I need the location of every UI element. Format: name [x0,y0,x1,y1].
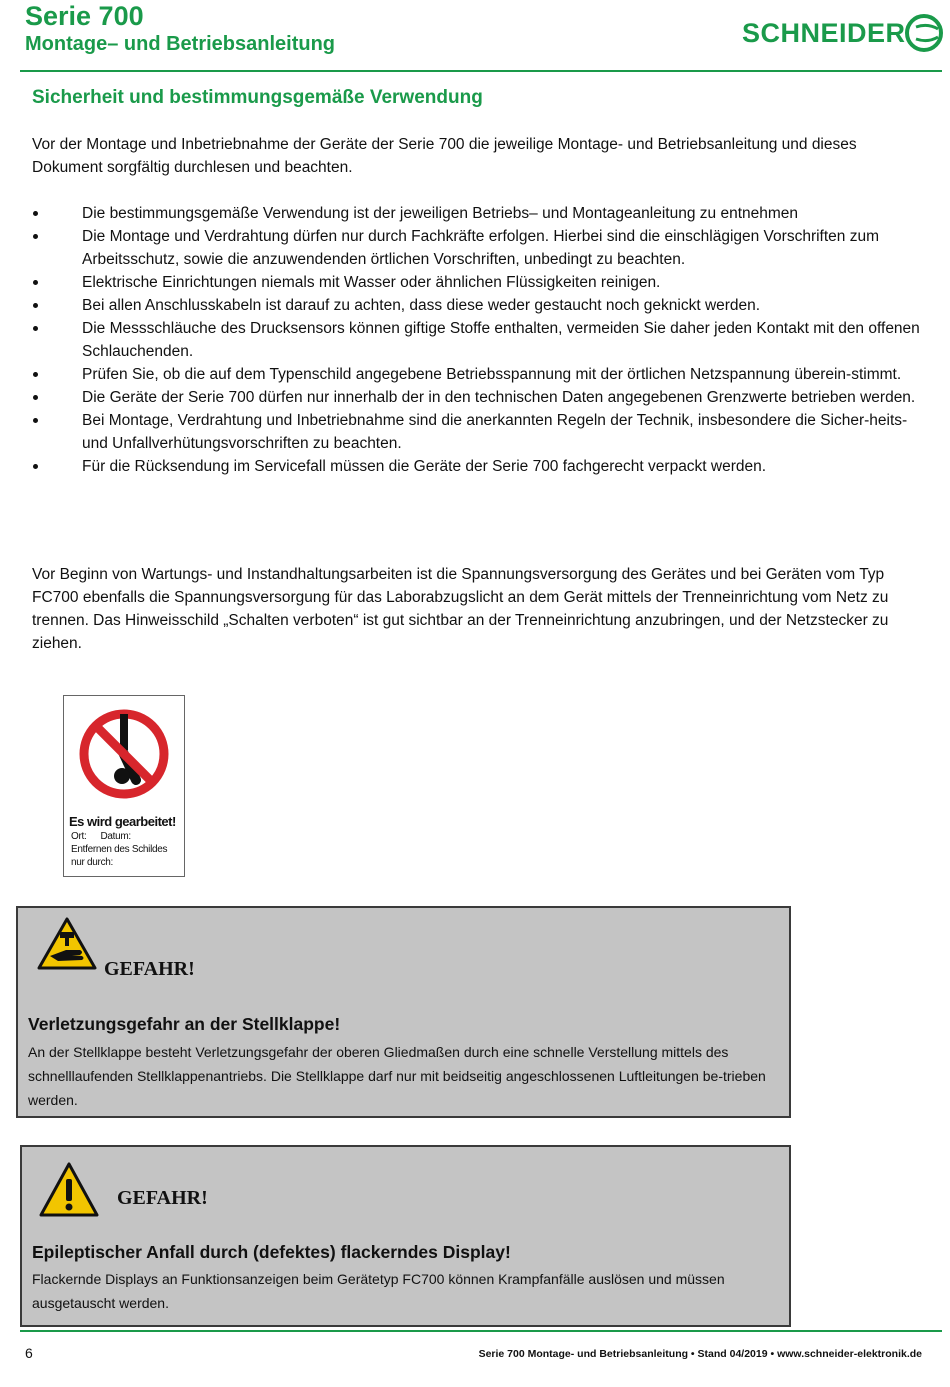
logo-swoosh-icon [902,13,944,53]
list-item: Bei Montage, Verdrahtung und Inbetriebnahme sind die anerkannten Regeln der Technik, insbesondere die Sicher-heits- und Unfallverhütungsvorschriften zu beachten. [82,412,908,452]
list-item: Elektrische Einrichtungen niemals mit Wasser oder ähnlichen Flüssigkeiten reinigen. [82,274,661,291]
footer-website: www.schneider-elektronik.de [777,1348,922,1360]
list-item: Die Geräte der Serie 700 dürfen nur innerhalb der in den technischen Daten angegebenen Grenzwerte betrieben werden. [82,389,916,406]
list-item: Die Montage und Verdrahtung dürfen nur durch Fachkräfte erfolgen. Hierbei sind die einschlägigen Vorschriften zum Arbeitsschutz, sowie die anzuwendenden örtlichen Vorschriften, unbedingt zu beachten. [82,228,879,268]
footer-doc-info: Serie 700 Montage- und Betriebsanleitung • Stand 04/2019 • [478,1348,775,1360]
warning-text: Flackernde Displays an Funktionsanzeigen beim Gerätetyp FC700 können Krampfanfälle auslösen und müssen ausgetauscht werden. [32,1271,725,1311]
list-item: Die Messschläuche des Drucksensors können giftige Stoffe enthalten, vermeiden Sie daher jeden Kontakt mit den offenen Schlauchenden. [82,320,920,360]
footer-divider [20,1330,942,1332]
document-title: Serie 700 [25,1,144,31]
danger-label: GEFAHR! [104,958,195,980]
document-subtitle: Montage– und Betriebsanleitung [25,33,336,55]
danger-label: GEFAHR! [117,1187,208,1209]
list-item: Prüfen Sie, ob die auf dem Typenschild angegebene Betriebsspannung mit der örtlichen Netzspannung überein-stimmt. [82,366,902,383]
sign-heading: Es wird gearbeitet! [69,814,176,829]
switching-prohibited-sign [63,695,185,877]
warning-heading: Verletzungsgefahr an der Stellklappe! [28,1014,341,1034]
list-item: Bei allen Anschlusskabeln ist darauf zu achten, dass diese weder gestaucht noch geknickt werden. [82,297,761,314]
warning-heading: Epileptischer Anfall durch (defektes) flackerndes Display! [32,1242,511,1262]
sign-fields: Ort: Datum: Entfernen des Schildes nur durch: [71,831,168,868]
maintenance-paragraph: Vor Beginn von Wartungs- und Instandhaltungsarbeiten ist die Spannungsversorgung des Gerätes und bei Geräten vom Typ FC700 ebenfalls die Spannungsversorgung für das Laborabzugslicht an dem Gerät mittels der Trenneinrichtung vom Netz zu trennen. Das Hinweisschild „Schalten verboten“ ist gut sichtbar an der Trenneinrichtung anzubringen, und der Netzstecker zu ziehen. [32,566,889,652]
schneider-logo [742,12,944,54]
safety-bullet-list [32,202,922,478]
page-number: 6 [25,1345,33,1361]
intro-paragraph: Vor der Montage und Inbetriebnahme der Geräte der Serie 700 die jeweilige Montage- und Betriebsanleitung und dieses Dokument sorgfältig durchlesen und beachten. [32,136,857,176]
exclamation-warning-icon [38,1161,100,1219]
footer-info [479,1348,922,1360]
warning-box-stellklappe [16,906,791,1118]
header-divider [20,70,942,72]
list-item: Die bestimmungsgemäße Verwendung ist der jeweiligen Betriebs– und Montageanleitung zu entnehmen [82,205,799,222]
hand-crush-warning-icon [36,916,98,972]
section-title: Sicherheit und bestimmungsgemäße Verwendung [32,87,483,108]
warning-text: An der Stellklappe besteht Verletzungsgefahr der oberen Gliedmaßen durch eine schnelle Verstellung mittels des schnelllaufenden Stellklappenantriebs. Die Stellklappe darf nur mit beidseitig angeschlossenen Luftleitungen be-trieben werden. [28,1044,766,1108]
no-switching-icon [76,704,172,804]
list-item: Für die Rücksendung im Servicefall müssen die Geräte der Serie 700 fachgerecht verpackt werden. [82,458,767,475]
warning-box-display [20,1145,791,1327]
logo-text: SCHNEIDER [742,18,906,48]
